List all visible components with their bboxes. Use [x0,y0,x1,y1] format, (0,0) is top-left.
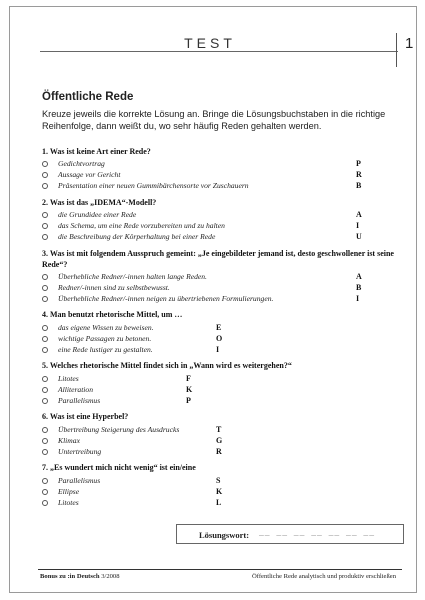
radio-circle-icon[interactable] [42,398,48,404]
option-text: die Beschreibung der Körperhaltung bei einer Rede [58,232,216,241]
radio-circle-icon[interactable] [42,161,48,167]
option-letter: A [356,210,362,219]
option-text: eine Rede lustiger zu gestalten. [58,345,153,354]
radio-circle-icon[interactable] [42,183,48,189]
option-6-b[interactable] [42,436,227,446]
option-text: Überhebliche Redner/-innen neigen zu übertriebenen Formulierungen. [58,294,274,303]
option-3-a[interactable] [42,272,367,282]
option-text: Aussage vor Gericht [58,170,121,179]
option-letter: G [216,436,223,445]
footer-topic: Öffentliche Rede analytisch und produktiv erschließen [252,573,396,580]
option-text: Untertreibung [58,447,102,456]
radio-circle-icon[interactable] [42,285,48,291]
option-3-c[interactable] [42,294,367,304]
radio-circle-icon[interactable] [42,387,48,393]
radio-circle-icon[interactable] [42,376,48,382]
option-letter: O [216,334,223,343]
header-divider [396,33,397,67]
option-3-b[interactable] [42,283,367,293]
option-7-a[interactable] [42,476,227,486]
option-text: Alliteration [58,385,94,394]
option-4-a[interactable] [42,323,227,333]
radio-circle-icon[interactable] [42,449,48,455]
option-letter: F [186,374,191,383]
option-letter: P [356,159,361,168]
radio-circle-icon[interactable] [42,500,48,506]
option-letter: S [216,476,221,485]
option-5-c[interactable] [42,396,197,406]
option-text: Ellipse [58,487,80,496]
question-7: 7. „Es wundert mich nicht wenig“ ist ein/eine [42,463,196,472]
question-5: 5. Welches rhetorische Mittel findet sich in „Wann wird es weitergehen?“ [42,361,292,370]
option-letter: B [356,283,362,292]
option-5-a[interactable] [42,374,197,384]
option-text: die Grundidee einer Rede [58,210,137,219]
radio-circle-icon[interactable] [42,223,48,229]
title-rule [40,51,398,52]
footer-source-bold: Bonus zu :in Deutsch [40,573,100,580]
option-letter: B [356,181,362,190]
option-letter: T [216,425,222,434]
radio-circle-icon[interactable] [42,172,48,178]
solution-word-blanks[interactable]: __ __ __ __ __ __ __ [259,529,376,538]
option-text: Klimax [58,436,80,445]
option-text: Parallelismus [58,476,101,485]
question-2: 2. Was ist das „IDEMA“-Modell? [42,198,157,207]
radio-circle-icon[interactable] [42,325,48,331]
page-number: 1 [405,35,414,52]
solution-word-box[interactable] [176,524,404,544]
option-2-c[interactable] [42,232,367,242]
option-letter: K [216,487,223,496]
option-1-b[interactable] [42,170,367,180]
radio-circle-icon[interactable] [42,336,48,342]
footer-source [40,573,120,580]
question-4: 4. Man benutzt rhetorische Mittel, um … [42,310,183,319]
option-2-a[interactable] [42,210,367,220]
option-letter: K [186,385,193,394]
option-text: Übertreibung Steigerung des Ausdrucks [58,425,180,434]
option-4-b[interactable] [42,334,227,344]
test-title: TEST [184,35,236,51]
radio-circle-icon[interactable] [42,489,48,495]
radio-circle-icon[interactable] [42,427,48,433]
option-7-c[interactable] [42,498,227,508]
option-letter: L [216,498,222,507]
option-text: Überhebliche Redner/-innen halten lange Reden. [58,272,207,281]
option-letter: P [186,396,191,405]
option-text: Präsentation einer neuen Gummibärchensorte vor Zuschauern [58,181,249,190]
option-letter: R [356,170,362,179]
radio-circle-icon[interactable] [42,234,48,240]
option-text: Litotes [58,374,79,383]
option-6-a[interactable] [42,425,227,435]
radio-circle-icon[interactable] [42,438,48,444]
option-letter: I [356,221,360,230]
worksheet-page [9,6,417,593]
option-text: Parallelismus [58,396,101,405]
instructions-text: Kreuze jeweils die korrekte Lösung an. Bringe die Lösungsbuchstaben in die richtige Reihenfolge, dann weißt du, wo sehr häufig Reden gehalten werden. [42,109,386,131]
option-letter: R [216,447,222,456]
solution-word-label: Lösungswort: [199,530,250,540]
footer-source-issue: 3/2008 [99,573,120,580]
option-text: Gedichtvortrag [58,159,105,168]
option-4-c[interactable] [42,345,227,355]
option-text: das Schema, um eine Rede vorzubereiten und zu halten [58,221,225,230]
option-letter: I [356,294,360,303]
option-letter: U [356,232,362,241]
option-text: Litotes [58,498,79,507]
question-1: 1. Was ist keine Art einer Rede? [42,147,151,156]
option-7-b[interactable] [42,487,227,497]
question-3: 3. Was ist mit folgendem Ausspruch gemeint: „Je eingebildeter jemand ist, desto geschwollener ist seine Rede“? [42,249,394,269]
option-6-c[interactable] [42,447,227,457]
question-6: 6. Was ist eine Hyperbel? [42,412,129,421]
footer-rule [38,569,402,570]
radio-circle-icon[interactable] [42,296,48,302]
radio-circle-icon[interactable] [42,347,48,353]
option-letter: A [356,272,362,281]
option-text: das eigene Wissen zu beweisen. [58,323,154,332]
radio-circle-icon[interactable] [42,212,48,218]
worksheet-heading: Öffentliche Rede [42,91,134,103]
radio-circle-icon[interactable] [42,478,48,484]
option-5-b[interactable] [42,385,197,395]
option-text: wichtige Passagen zu betonen. [58,334,152,343]
option-text: Redner/-innen sind zu selbstbewusst. [58,283,170,292]
option-1-a[interactable] [42,159,367,169]
option-letter: I [216,345,220,354]
option-1-c[interactable] [42,181,367,191]
option-letter: E [216,323,222,332]
radio-circle-icon[interactable] [42,274,48,280]
option-2-b[interactable] [42,221,367,231]
